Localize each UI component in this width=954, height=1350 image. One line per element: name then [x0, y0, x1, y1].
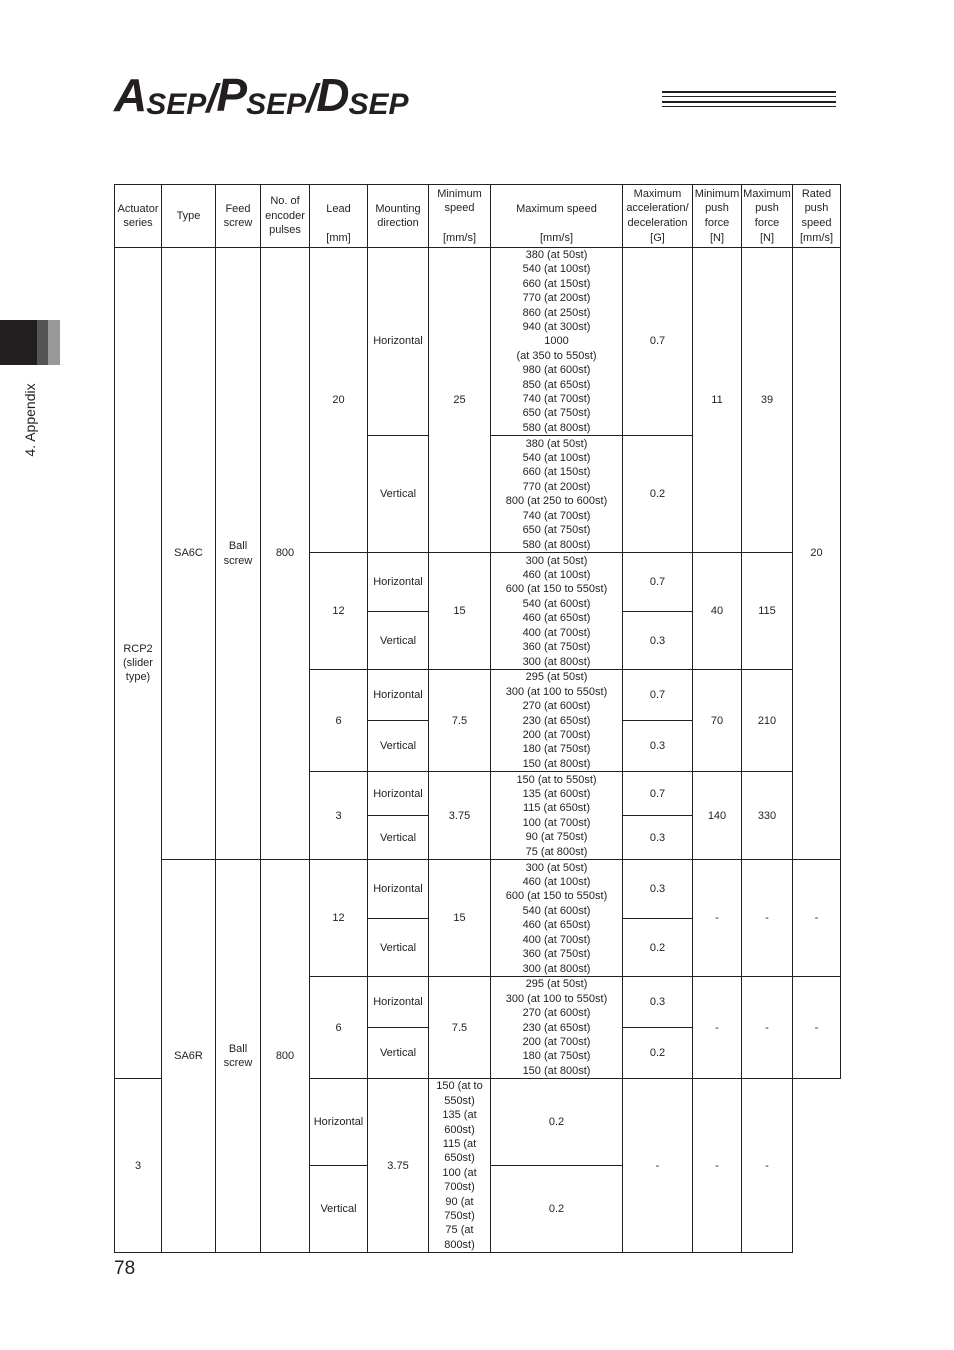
cell-min-push: -	[693, 977, 742, 1079]
cell-max-accel: 0.3	[623, 860, 693, 919]
cell-min-speed: 25	[429, 248, 491, 553]
cell-mounting-direction: Horizontal	[368, 553, 429, 612]
cell-max-push: 39	[742, 248, 793, 553]
header-row	[115, 185, 841, 248]
cell-mounting-direction: Horizontal	[368, 860, 429, 919]
header-lead: Lead [mm]	[310, 185, 368, 248]
cell-actuator-series: RCP2 (slider type)	[115, 248, 162, 1079]
cell-rated-push-speed: -	[742, 1079, 793, 1253]
cell-mounting-direction: Horizontal	[368, 670, 429, 721]
header-max-speed: Maximum speed [mm/s]	[491, 185, 623, 248]
cell-min-speed: 7.5	[429, 977, 491, 1079]
cell-pulses-sa6c: 800	[261, 248, 310, 860]
cell-max-speed: 380 (at 50st) 540 (at 100st) 660 (at 150st) 770 (at 200st) 860 (at 250st) 940 (at 300st) 1000 (at 350 to 550st) 980 (at 600st) 850 (at 650st) 740 (at 700st) 650 (at 750st) 580 (at 800st)	[491, 248, 623, 436]
logo-letter-d: D	[316, 69, 349, 121]
cell-mounting-direction: Vertical	[368, 612, 429, 670]
spec-table	[114, 184, 841, 1253]
cell-min-speed: 15	[429, 553, 491, 670]
header-max-accel: Maximum acceleration/ deceleration [G]	[623, 185, 693, 248]
cell-min-speed: 7.5	[429, 670, 491, 772]
cell-max-accel: 0.7	[623, 670, 693, 721]
cell-rated-push-speed: -	[793, 860, 841, 977]
cell-max-accel: 0.2	[623, 919, 693, 977]
cell-min-push: 11	[693, 248, 742, 553]
header-max-push: Maximum push force [N]	[742, 185, 793, 248]
cell-max-accel: 0.7	[623, 553, 693, 612]
cell-max-speed: 300 (at 50st) 460 (at 100st) 600 (at 150 to 550st) 540 (at 600st) 460 (at 650st) 400 (at 700st) 360 (at 750st) 300 (at 800st)	[491, 860, 623, 977]
product-logo	[114, 69, 409, 122]
cell-feed-screw-sa6r: Ball screw	[216, 860, 261, 1253]
cell-max-accel: 0.7	[623, 772, 693, 816]
cell-max-push: -	[742, 860, 793, 977]
cell-min-push: -	[693, 860, 742, 977]
cell-max-push: 210	[742, 670, 793, 772]
cell-mounting-direction: Vertical	[368, 816, 429, 860]
header-actuator-series: Actuator series	[115, 185, 162, 248]
cell-min-push: 40	[693, 553, 742, 670]
cell-max-speed: 295 (at 50st) 300 (at 100 to 550st) 270 (at 600st) 230 (at 650st) 200 (at 700st) 180 (at 750st) 150 (at 800st)	[491, 670, 623, 772]
cell-min-push: -	[623, 1079, 693, 1253]
cell-min-speed: 15	[429, 860, 491, 977]
header-encoder-pulses: No. of encoder pulses	[261, 185, 310, 248]
cell-max-push: 330	[742, 772, 793, 860]
cell-min-push: 140	[693, 772, 742, 860]
table-row	[115, 248, 841, 436]
cell-min-speed: 3.75	[429, 772, 491, 860]
cell-max-accel: 0.2	[491, 1079, 623, 1166]
logo-sep-1: SEP	[146, 88, 207, 121]
cell-lead: 12	[310, 553, 368, 670]
cell-mounting-direction: Vertical	[368, 436, 429, 553]
cell-mounting-direction: Vertical	[368, 919, 429, 977]
page-number: 78	[114, 1258, 136, 1279]
cell-min-push: 70	[693, 670, 742, 772]
header-min-push: Minimum push force [N]	[693, 185, 742, 248]
cell-max-accel: 0.7	[623, 248, 693, 436]
cell-rated-push-speed: -	[793, 977, 841, 1079]
cell-max-speed: 150 (at to 550st) 135 (at 600st) 115 (at 650st) 100 (at 700st) 90 (at 750st) 75 (at 800st)	[429, 1079, 491, 1253]
cell-lead: 6	[310, 670, 368, 772]
header-mounting-direction: Mounting direction	[368, 185, 429, 248]
cell-pulses-sa6r: 800	[261, 860, 310, 1253]
cell-mounting-direction: Horizontal	[310, 1079, 368, 1166]
cell-rated-push-speed-sa6c: 20	[793, 248, 841, 860]
logo-letter-p: P	[216, 69, 247, 121]
cell-max-push: -	[742, 977, 793, 1079]
cell-mounting-direction: Horizontal	[368, 772, 429, 816]
chapter-tab-label: 4. Appendix	[22, 383, 38, 457]
header-min-speed: Minimum speed [mm/s]	[429, 185, 491, 248]
cell-min-speed: 3.75	[368, 1079, 429, 1253]
cell-lead: 3	[115, 1079, 162, 1253]
logo-sep-2: SEP	[246, 88, 307, 121]
cell-mounting-direction: Horizontal	[368, 977, 429, 1028]
cell-lead: 3	[310, 772, 368, 860]
cell-max-push: 115	[742, 553, 793, 670]
cell-max-accel: 0.2	[623, 1028, 693, 1079]
cell-mounting-direction: Vertical	[310, 1166, 368, 1253]
logo-slash-1: /	[206, 77, 217, 121]
header-feed-screw: Feed screw	[216, 185, 261, 248]
cell-max-speed: 380 (at 50st) 540 (at 100st) 660 (at 150st) 770 (at 200st) 800 (at 250 to 600st) 740 (at 700st) 650 (at 750st) 580 (at 800st)	[491, 436, 623, 553]
cell-type-sa6c: SA6C	[162, 248, 216, 860]
cell-max-accel: 0.3	[623, 612, 693, 670]
table-row	[115, 860, 841, 919]
cell-max-accel: 0.3	[623, 977, 693, 1028]
cell-max-speed: 300 (at 50st) 460 (at 100st) 600 (at 150 to 550st) 540 (at 600st) 460 (at 650st) 400 (at 700st) 360 (at 750st) 300 (at 800st)	[491, 553, 623, 670]
header-type: Type	[162, 185, 216, 248]
cell-max-push: -	[693, 1079, 742, 1253]
cell-lead: 20	[310, 248, 368, 553]
cell-lead: 12	[310, 860, 368, 977]
cell-mounting-direction: Vertical	[368, 1028, 429, 1079]
header-rated-push-speed: Rated push speed [mm/s]	[793, 185, 841, 248]
cell-max-accel: 0.3	[623, 816, 693, 860]
logo-rule-lines	[662, 91, 836, 111]
logo-slash-2: /	[306, 77, 317, 121]
cell-max-accel: 0.2	[491, 1166, 623, 1253]
cell-max-speed: 295 (at 50st) 300 (at 100 to 550st) 270 (at 600st) 230 (at 650st) 200 (at 700st) 180 (at 750st) 150 (at 800st)	[491, 977, 623, 1079]
cell-mounting-direction: Horizontal	[368, 248, 429, 436]
cell-feed-screw-sa6c: Ball screw	[216, 248, 261, 860]
cell-max-speed: 150 (at to 550st) 135 (at 600st) 115 (at 650st) 100 (at 700st) 90 (at 750st) 75 (at 800st)	[491, 772, 623, 860]
cell-type-sa6r: SA6R	[162, 860, 216, 1253]
cell-lead: 6	[310, 977, 368, 1079]
cell-max-accel: 0.3	[623, 721, 693, 772]
cell-mounting-direction: Vertical	[368, 721, 429, 772]
cell-max-accel: 0.2	[623, 436, 693, 553]
logo-sep-3: SEP	[348, 88, 409, 121]
logo-letter-a: A	[114, 69, 147, 121]
